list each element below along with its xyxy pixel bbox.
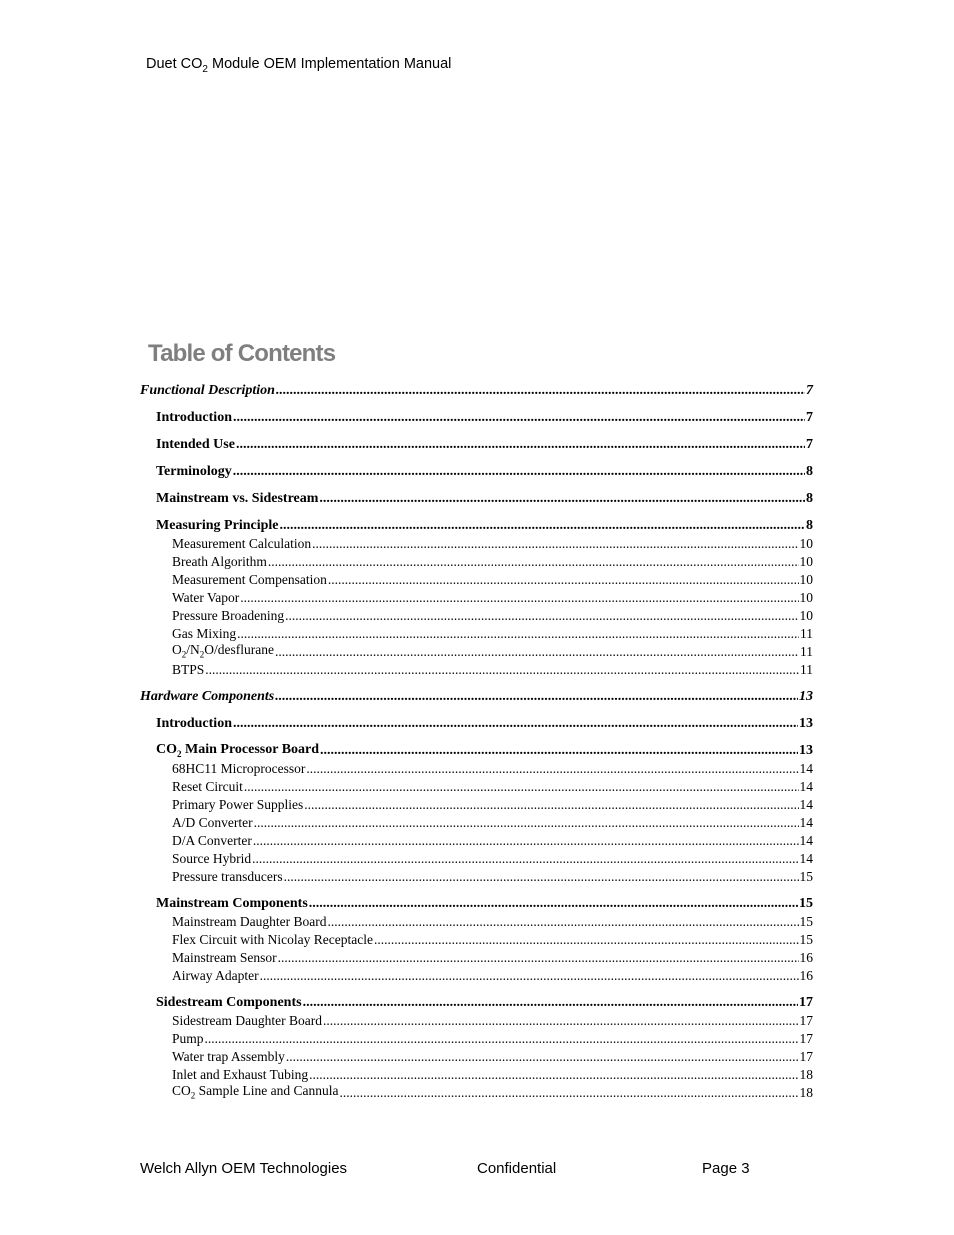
dot-leader [309, 896, 798, 912]
running-header: Duet $CO_2$ Module OEM Implementation Manual [146, 56, 452, 75]
toc-entry-page: 8 [806, 464, 813, 479]
dot-leader [280, 518, 806, 534]
dot-leader [252, 851, 798, 867]
dot-leader [275, 644, 799, 660]
toc-entry-label: Measurement Calculation [172, 536, 312, 551]
toc-entry[interactable] [140, 1011, 813, 1029]
toc-entry-label: Pressure Broadening [172, 608, 285, 623]
toc-entry[interactable] [140, 795, 813, 813]
toc-entry-label: Mainstream vs. Sidestream [156, 491, 319, 506]
toc-entry[interactable] [140, 1083, 813, 1101]
toc-entry[interactable] [140, 777, 813, 795]
toc-entry-label: $O_2/N_2O$/desflurane [172, 642, 274, 660]
toc-entry[interactable] [140, 1047, 813, 1065]
toc-entry-page: 7 [806, 383, 813, 398]
dot-leader [276, 383, 805, 399]
toc-entry-page: 10 [799, 608, 813, 623]
toc-entry-label: Hardware Components [140, 689, 275, 704]
dot-leader [275, 689, 798, 705]
dot-leader [339, 1085, 798, 1101]
toc-entry[interactable] [140, 552, 813, 570]
footer-company: Welch Allyn OEM Technologies [140, 1160, 348, 1177]
dot-leader [254, 815, 799, 831]
toc-entry-label: Introduction [156, 716, 232, 731]
toc-entry-label: Airway Adapter [172, 968, 259, 983]
toc-entry-page: 7 [806, 437, 813, 452]
toc-entry[interactable] [140, 489, 813, 507]
toc-entry-page: 14 [799, 833, 813, 848]
dot-leader [205, 1031, 799, 1047]
toc-entry-label: A/D Converter [172, 815, 253, 830]
dot-leader [285, 608, 798, 624]
toc-entry-page: 11 [800, 662, 813, 677]
dot-leader [253, 833, 799, 849]
toc-entry-label: Intended Use [156, 437, 235, 452]
toc-entry-page: 17 [799, 1031, 813, 1046]
toc-entry[interactable] [140, 894, 813, 912]
dot-leader [309, 1067, 798, 1083]
dot-leader [233, 716, 798, 732]
toc-entry[interactable] [140, 867, 813, 885]
toc-entry[interactable] [140, 660, 813, 678]
toc-entry[interactable] [140, 993, 813, 1011]
toc-entry-page: 15 [799, 896, 813, 911]
toc-entry-page: 13 [799, 716, 813, 731]
toc-entry[interactable] [140, 606, 813, 624]
toc-entry-label: Breath Algorithm [172, 554, 267, 569]
toc-entry-label: Inlet and Exhaust Tubing [172, 1067, 309, 1082]
toc-entry[interactable] [140, 966, 813, 984]
toc-entry-page: 13 [799, 743, 813, 758]
toc-entry-label: Primary Power Supplies [172, 797, 304, 812]
toc-entry-label: Terminology [156, 464, 232, 479]
dot-leader [268, 554, 799, 570]
toc-entry-label: Water Vapor [172, 590, 240, 605]
toc-entry[interactable] [140, 642, 813, 660]
toc-entry-label: Functional Description [140, 383, 275, 398]
dot-leader [260, 968, 799, 984]
dot-leader [327, 914, 798, 930]
dot-leader [240, 590, 798, 606]
dot-leader [237, 626, 799, 642]
toc-title: Table of Contents [148, 340, 336, 367]
table-of-contents [140, 381, 813, 1101]
dot-leader [278, 950, 799, 966]
dot-leader [312, 536, 798, 552]
toc-entry[interactable] [140, 570, 813, 588]
toc-entry-label: Mainstream Components [156, 896, 308, 911]
toc-entry-label: $CO_2$ Sample Line and Cannula [172, 1083, 339, 1101]
toc-entry-label: Mainstream Daughter Board [172, 914, 327, 929]
dot-leader [323, 1013, 799, 1029]
toc-entry[interactable] [140, 381, 813, 399]
toc-entry-label: BTPS [172, 662, 205, 677]
toc-entry-page: 10 [799, 536, 813, 551]
dot-leader [236, 437, 805, 453]
toc-entry-page: 14 [799, 797, 813, 812]
dot-leader [233, 410, 805, 426]
toc-entry-page: 13 [799, 689, 813, 704]
dot-leader [233, 464, 805, 480]
footer-confidential: Confidential [477, 1160, 557, 1177]
dot-leader [284, 869, 799, 885]
toc-entry-label: Introduction [156, 410, 232, 425]
toc-entry-label: Flex Circuit with Nicolay Receptacle [172, 932, 373, 947]
toc-entry[interactable] [140, 759, 813, 777]
toc-entry-page: 8 [806, 491, 813, 506]
toc-entry-label: Water trap Assembly [172, 1049, 285, 1064]
toc-entry-page: 7 [806, 410, 813, 425]
dot-leader [306, 761, 798, 777]
toc-entry-label: D/A Converter [172, 833, 252, 848]
toc-entry-page: 10 [799, 590, 813, 605]
toc-entry[interactable] [140, 741, 813, 759]
toc-entry[interactable] [140, 435, 813, 453]
toc-entry-page: 17 [799, 1049, 813, 1064]
toc-entry-label: Gas Mixing [172, 626, 237, 641]
dot-leader [205, 662, 799, 678]
toc-entry-label: $CO_2$ Main Processor Board [156, 742, 320, 759]
toc-entry[interactable] [140, 588, 813, 606]
dot-leader [303, 995, 798, 1011]
toc-entry-page: 18 [799, 1067, 813, 1082]
toc-entry[interactable] [140, 624, 813, 642]
toc-entry-page: 17 [799, 1013, 813, 1028]
toc-entry-page: 11 [800, 626, 813, 641]
toc-entry-page: 16 [799, 950, 813, 965]
toc-entry-label: Source Hybrid [172, 851, 252, 866]
toc-entry-page: 15 [799, 932, 813, 947]
toc-entry-label: Sidestream Daughter Board [172, 1013, 322, 1028]
toc-entry-page: 17 [799, 995, 813, 1010]
dot-leader [286, 1049, 799, 1065]
toc-entry-label: Reset Circuit [172, 779, 243, 794]
toc-entry[interactable] [140, 687, 813, 705]
toc-entry-page: 11 [800, 644, 813, 659]
toc-entry-page: 14 [799, 761, 813, 776]
toc-entry[interactable] [140, 813, 813, 831]
toc-entry-label: Measurement Compensation [172, 572, 327, 587]
toc-entry[interactable] [140, 516, 813, 534]
dot-leader [244, 779, 799, 795]
toc-entry-label: Mainstream Sensor [172, 950, 277, 965]
toc-entry-label: 68HC11 Microprocessor [172, 761, 306, 776]
toc-entry[interactable] [140, 849, 813, 867]
toc-entry-label: Measuring Principle [156, 518, 279, 533]
toc-entry[interactable] [140, 714, 813, 732]
toc-entry-page: 18 [799, 1085, 813, 1100]
toc-entry-page: 8 [806, 518, 813, 533]
toc-entry[interactable] [140, 1065, 813, 1083]
toc-entry-label: Pump [172, 1031, 204, 1046]
toc-entry-page: 16 [799, 968, 813, 983]
toc-entry[interactable] [140, 831, 813, 849]
toc-entry[interactable] [140, 948, 813, 966]
toc-entry[interactable] [140, 462, 813, 480]
toc-entry-page: 10 [799, 572, 813, 587]
toc-entry-page: 14 [799, 815, 813, 830]
dot-leader [304, 797, 798, 813]
toc-entry-page: 14 [799, 851, 813, 866]
toc-entry[interactable] [140, 912, 813, 930]
toc-entry[interactable] [140, 408, 813, 426]
dot-leader [328, 572, 799, 588]
toc-entry[interactable] [140, 1029, 813, 1047]
toc-entry-label: Pressure transducers [172, 869, 283, 884]
toc-entry[interactable] [140, 534, 813, 552]
dot-leader [320, 743, 798, 759]
toc-entry-page: 15 [799, 869, 813, 884]
toc-entry[interactable] [140, 930, 813, 948]
toc-entry-label: Sidestream Components [156, 995, 302, 1010]
dot-leader [319, 491, 805, 507]
toc-entry-page: 10 [799, 554, 813, 569]
toc-entry-page: 14 [799, 779, 813, 794]
toc-entry-page: 15 [799, 914, 813, 929]
dot-leader [374, 932, 799, 948]
footer-page-number: Page 3 [702, 1160, 750, 1177]
